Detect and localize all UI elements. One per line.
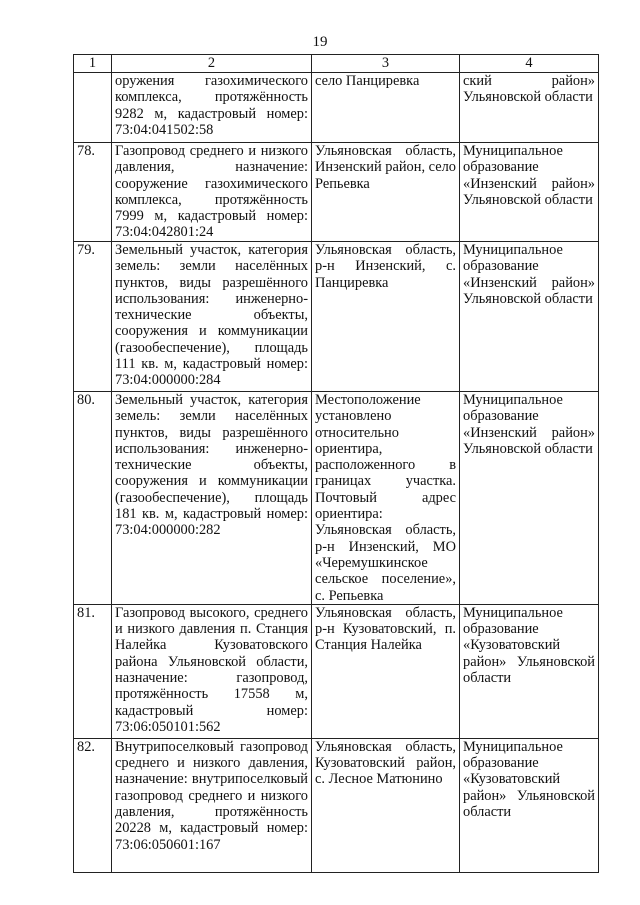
row-number: 80. xyxy=(74,392,112,605)
column-header-3: 3 xyxy=(312,55,460,73)
table-row xyxy=(74,73,599,143)
object-description: Газопровод высокого, среднего и низкого давления п. Станция Налейка Кузоватовского района Ульяновской области, назначение: газопровод, протяжённость 17558 м, кадастровый номер: 73:06:050101:562 xyxy=(112,604,312,738)
object-owner: Муниципальное образование «Инзенский район» Ульяновской области xyxy=(460,242,599,392)
page-number: 19 xyxy=(312,34,328,50)
table-row xyxy=(74,604,599,738)
property-table xyxy=(73,54,599,873)
object-location: Ульяновская область, Инзенский район, село Репьевка xyxy=(312,143,460,242)
object-location: Ульяновская область, Кузоватовский район, с. Лесное Матюнино xyxy=(312,738,460,872)
row-number: 81. xyxy=(74,604,112,738)
object-owner: ский район» Ульяновской области xyxy=(460,73,599,143)
row-number: 79. xyxy=(74,242,112,392)
column-header-2: 2 xyxy=(112,55,312,73)
object-description: оружения газохимического комплекса, протяжённость 9282 м, кадастровый номер: 73:04:041502:58 xyxy=(112,73,312,143)
row-number xyxy=(74,73,112,143)
object-owner: Муниципальное образование «Инзенский район» Ульяновской области xyxy=(460,392,599,605)
object-location: село Панциревка xyxy=(312,73,460,143)
object-description: Земельный участок, категория земель: земли населённых пунктов, виды разрешённого использования: инженерно-технические объекты, сооружения и коммуникации (газообеспечение), площадь 181 кв. м, кадастровый номер: 73:04:000000:282 xyxy=(112,392,312,605)
table-row xyxy=(74,143,599,242)
object-owner: Муниципальное образование «Кузоватовский район» Ульяновской области xyxy=(460,604,599,738)
object-location: Ульяновская область, р-н Кузоватовский, п. Станция Налейка xyxy=(312,604,460,738)
object-owner: Муниципальное образование «Кузоватовский район» Ульяновской области xyxy=(460,738,599,872)
object-description: Газопровод среднего и низкого давления, назначение: сооружение газохимического комплекса, протяжённость 7999 м, кадастровый номер: 73:04:042801:24 xyxy=(112,143,312,242)
row-number: 78. xyxy=(74,143,112,242)
table-header-row xyxy=(74,55,599,73)
object-description: Внутрипоселковый газопровод среднего и низкого давления, назначение: внутрипоселковый газопровод среднего и низкого давления, протяжённость 20228 м, кадастровый номер: 73:06:050601:167 xyxy=(112,738,312,872)
object-description: Земельный участок, категория земель: земли населённых пунктов, виды разрешённого использования: инженерно-технические объекты, сооружения и коммуникации (газообеспечение), площадь 111 кв. м, кадастровый номер: 73:04:000000:284 xyxy=(112,242,312,392)
table-row xyxy=(74,242,599,392)
object-owner: Муниципальное образование «Инзенский район» Ульяновской области xyxy=(460,143,599,242)
table-row xyxy=(74,738,599,872)
column-header-1: 1 xyxy=(74,55,112,73)
table-row xyxy=(74,392,599,605)
row-number: 82. xyxy=(74,738,112,872)
object-location: Местоположение установлено относительно ориентира, расположенного в границах участка. Почтовый адрес ориентира: Ульяновская область, р-н Инзенский, МО «Черемушкинское сельское поселение», с. Репьевка xyxy=(312,392,460,605)
column-header-4: 4 xyxy=(460,55,599,73)
object-location: Ульяновская область, р-н Инзенский, с. Панциревка xyxy=(312,242,460,392)
